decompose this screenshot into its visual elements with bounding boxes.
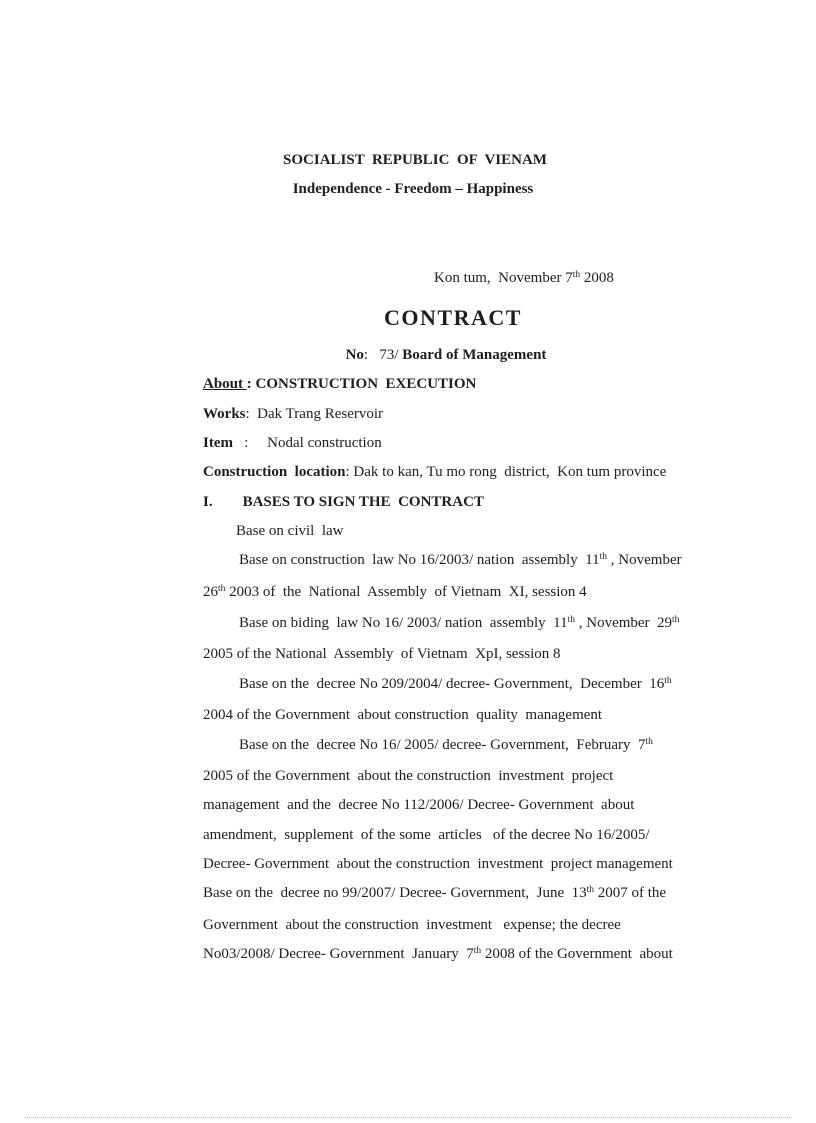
text-run: Board of Management bbox=[402, 347, 547, 364]
text-run: Works bbox=[203, 405, 246, 422]
construction-location-line bbox=[203, 458, 703, 487]
text-run: management and the decree No 112/2006/ Decree- Government about bbox=[203, 797, 635, 814]
text-run: 2005 of the Government about the construction investment project bbox=[203, 767, 614, 784]
body-line bbox=[203, 762, 703, 791]
text-run: , November 29 bbox=[574, 615, 673, 632]
text-run: CONSTRUCTION EXECUTION bbox=[255, 376, 477, 393]
body-line bbox=[203, 911, 703, 940]
text-run: SOCIALIST REPUBLIC OF VIENAM bbox=[283, 152, 547, 168]
text-run: Base on the decree No 209/2004/ decree- Government, December 16 bbox=[239, 675, 665, 692]
section-heading-1 bbox=[203, 488, 703, 517]
text-run: I. bbox=[203, 493, 213, 510]
body-line bbox=[203, 546, 703, 577]
text-run: Base on construction law No 16/2003/ nation assembly 11 bbox=[239, 552, 600, 569]
works-line bbox=[203, 400, 703, 429]
body-line bbox=[203, 850, 703, 879]
contract-title bbox=[203, 295, 703, 341]
text-run: Item bbox=[203, 435, 233, 452]
text-run: Base on the decree no 99/2007/ Decree- Government, June 13 bbox=[203, 885, 587, 902]
text-run: 2004 of the Government about construction quality management bbox=[203, 707, 603, 724]
body-line bbox=[203, 701, 703, 730]
text-run: : Dak Trang Reservoir bbox=[245, 405, 384, 422]
text-run: 2007 of the bbox=[594, 885, 667, 902]
ordinal-superscript: th bbox=[586, 885, 595, 896]
body-line bbox=[203, 670, 703, 701]
text-run: , November bbox=[607, 552, 682, 569]
ordinal-superscript: th bbox=[218, 583, 226, 594]
text-run: Base on the decree No 16/ 2005/ decree- Government, February 7 bbox=[239, 736, 646, 753]
text-run: BASES TO SIGN THE CONTRACT bbox=[212, 493, 484, 510]
text-run: : Dak to kan, Tu mo rong district, Kon tum province bbox=[345, 464, 667, 481]
text-run: : bbox=[246, 376, 256, 393]
body-line bbox=[203, 609, 703, 640]
text-run: 2008 of the Government about bbox=[481, 945, 673, 962]
ordinal-superscript: th bbox=[473, 945, 482, 956]
text-run: Government about the construction investment expense; the decree bbox=[203, 916, 621, 933]
text-run: 2005 of the National Assembly of Vietnam XpI, session 8 bbox=[203, 646, 561, 663]
contract-number-line bbox=[196, 341, 696, 370]
text-run: No03/2008/ Decree- Government January 7 bbox=[203, 945, 474, 962]
text-run: CONTRACT bbox=[384, 305, 522, 331]
ordinal-superscript: th bbox=[599, 552, 608, 563]
text-run: 2008 bbox=[580, 269, 614, 286]
text-run: Base on civil law bbox=[236, 523, 344, 540]
text-run: Base on biding law No 16/ 2003/ nation assembly 11 bbox=[239, 615, 568, 632]
body-line bbox=[203, 879, 703, 910]
body-line bbox=[203, 821, 703, 850]
text-run: No bbox=[345, 347, 364, 364]
body-line bbox=[203, 640, 703, 669]
national-header-line1 bbox=[165, 146, 665, 175]
text-run: Independence - Freedom – Happiness bbox=[292, 181, 534, 198]
text-run: : Nodal construction bbox=[233, 435, 382, 452]
ordinal-superscript: th bbox=[572, 269, 581, 280]
text-run: : 73/ bbox=[363, 347, 403, 364]
ordinal-superscript: th bbox=[664, 675, 672, 686]
text-run: Construction location bbox=[203, 464, 346, 481]
text-run: Decree- Government about the construction investment project management bbox=[203, 855, 673, 872]
ordinal-superscript: th bbox=[567, 615, 575, 626]
body-line bbox=[203, 940, 703, 971]
text-run: amendment, supplement of the some articles of the decree No 16/2005/ bbox=[203, 826, 650, 843]
text-run: About bbox=[203, 376, 247, 393]
text-run: 2003 of the National Assembly of Vietnam XI, session 4 bbox=[225, 583, 587, 600]
body-line bbox=[203, 578, 703, 609]
body-line bbox=[203, 731, 703, 762]
date-line bbox=[203, 264, 703, 295]
text-run: Kon tum, November 7 bbox=[434, 269, 573, 286]
page-break-dotted-line bbox=[25, 1117, 792, 1118]
document-body bbox=[203, 146, 703, 971]
national-header-line2 bbox=[163, 175, 663, 204]
ordinal-superscript: th bbox=[672, 615, 680, 626]
body-line bbox=[203, 517, 703, 546]
ordinal-superscript: th bbox=[645, 736, 653, 747]
about-line bbox=[203, 370, 703, 399]
text-run: 26 bbox=[203, 583, 218, 600]
item-line bbox=[203, 429, 703, 458]
body-line bbox=[203, 791, 703, 820]
